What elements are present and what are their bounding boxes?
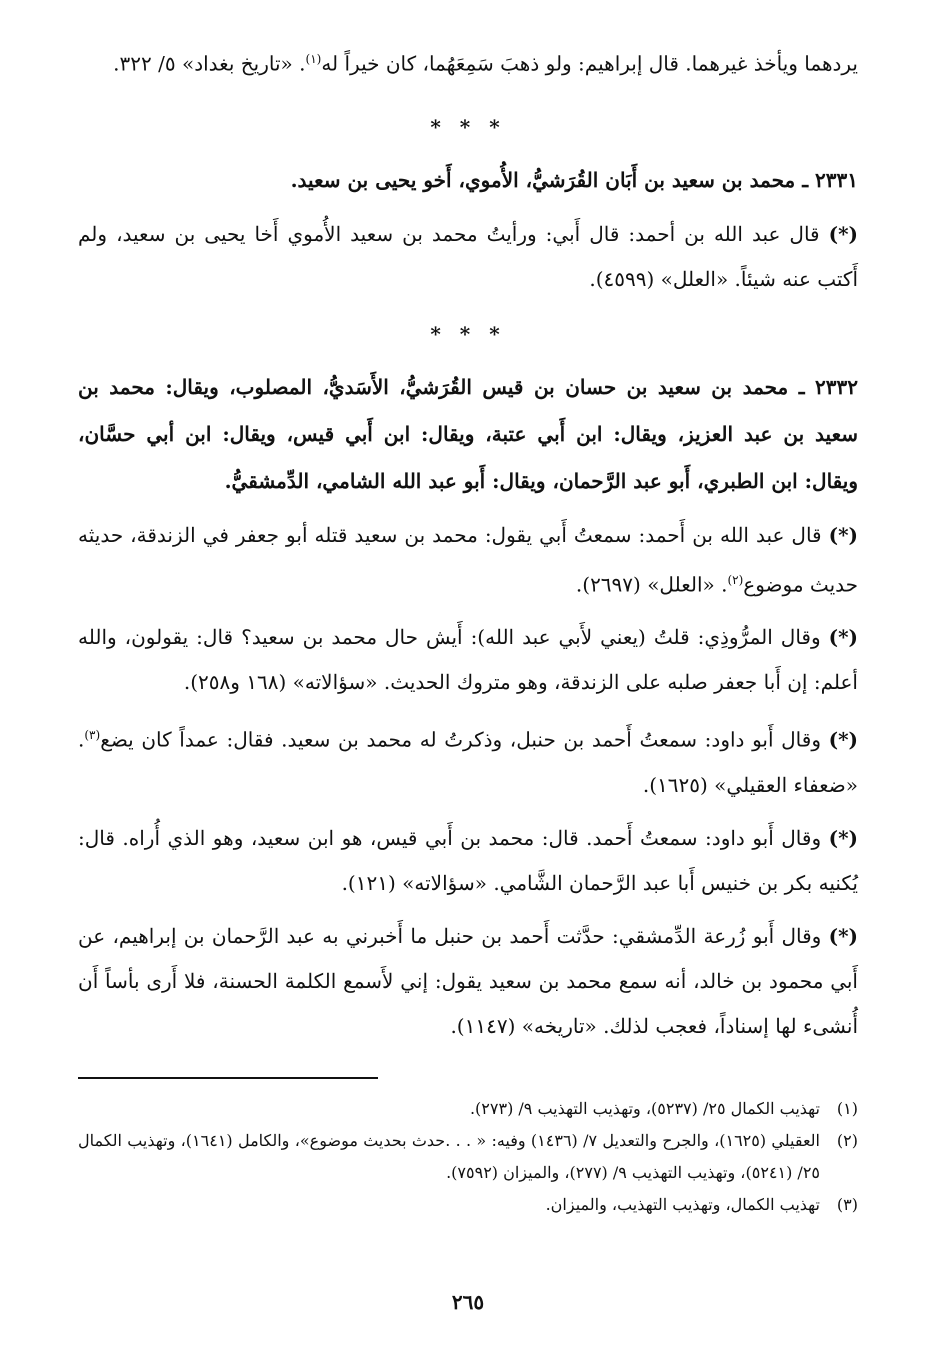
entry-paragraph (78, 212, 858, 302)
footnote-number: (٣) (836, 1194, 858, 1214)
paragraph-text: وقال أَبو داود: سمعتُ أَحمد. قال: محمد بن أَبي قيس، هو ابن سعيد، وهو الذي أُراه. قال: يُكنيه بكر بن خنيس أَبا عبد الرَّحمان الشَّامي. «سؤالاته» (١٢١). (78, 825, 858, 895)
paragraph-text: وقال المرُّوذِي: قلتُ (يعني لأَبي عبد الله): أَيش حال محمد بن سعيد؟ قال: يقولون، والله أعلم: إن أَبا جعفر صلبه على الزندقة، وهو متروك الحديث. «سؤالاته» (١٦٨ و٢٥٨). (78, 625, 858, 695)
entry-2332 (78, 364, 858, 1049)
footnote-ref[interactable]: (٢) (727, 572, 744, 587)
asterisk-marker: (*) (828, 221, 859, 246)
footnote-number: (٢) (836, 1130, 858, 1150)
footnote-text: تهذيب الكمال ٢٥/ (٥٢٣٧)، وتهذيب التهذيب ٩/ (٢٧٣). (469, 1098, 820, 1118)
page-number: ٢٦٥ (451, 1290, 485, 1314)
paragraph-text: وقال أَبو زُرعة الدِّمشقي: حدَّثت أَحمد بن حنبل ما أَخبرني به عبد الرَّحمان بن إبراهيم، عن أَبي محمود بن خالد، أنه سمع محمد بن سعيد يقول: إني لأَسمع الكلمة الحسنة، فلا أَرى بأساً أَن أُنشىء لها إسناداً، فعجب لذلك. «تاريخه» (١١٤٧). (78, 923, 858, 1038)
footnote-item (78, 1189, 858, 1221)
footnotes (78, 1093, 858, 1221)
paragraph-text: قال عبد الله بن أحمد: قال أَبي: ورأيتُ محمد بن سعيد الأُموي أَخا يحيى بن سعيد، ولم أَكتب عنه شيئاً. «العلل» (٤٥٩٩). (78, 221, 858, 291)
page-body (78, 36, 858, 1221)
paragraph-text: وقال أَبو داود: سمعتُ أَحمد بن حنبل، وذكرتُ له محمد بن سعيد. فقال: عمداً كان يضع (100, 727, 829, 752)
footnote-item (78, 1093, 858, 1125)
paragraph-citation: . «العلل» (٢٦٩٧). (575, 572, 728, 597)
entry-paragraph (78, 713, 858, 808)
footnote-divider (78, 1077, 378, 1079)
continuation-text: يردهما ويأخذ غيرهما. قال إبراهيم: ولو ذهبَ سَمِعَهُما، كان خيراً له (321, 51, 858, 76)
entry-paragraph (78, 615, 858, 705)
asterisk-marker: (*) (828, 625, 858, 650)
entry-paragraph (78, 816, 858, 906)
entry-2331 (78, 157, 858, 302)
asterisk-marker: (*) (828, 522, 858, 547)
footnote-item (78, 1125, 858, 1189)
entry-heading: ٢٣٣٢ ـ محمد بن سعيد بن حسان بن قيس القُرَشيُّ، الأَسَديُّ، المصلوب، ويقال: محمد بن سعيد بن عبد العزيز، ويقال: ابن أَبي عتبة، ويقال: ابن أَبي قيس، ويقال: ابن أبي حسَّان، ويقال: ابن الطبري، أَبو عبد الرَّحمان، ويقال: أَبو عبد الله الشامي، الدِّمشقيُّ. (78, 374, 859, 493)
footnote-ref[interactable]: (١) (305, 52, 322, 66)
footnote-number: (١) (836, 1098, 858, 1118)
entry-paragraph (78, 513, 858, 608)
footnote-rule-wrap (78, 1057, 858, 1093)
paragraph-text: قال عبد الله بن أَحمد: سمعتُ أَبي يقول: محمد بن سعيد قتله أبو جعفر في الزندقة، حديثه حديث موضوع (78, 522, 858, 597)
footnote-text: العقيلي (١٦٢٥)، والجرح والتعديل ٧/ (١٤٣٦) وفيه: « . . .حدث بحديث موضوع»، والكامل (١٦٤١)، وتهذيب الكمال ٢٥/ (٥٢٤١)، وتهذيب التهذيب ٩/ (٢٧٧)، والميزان (٧٥٩٢). (78, 1130, 820, 1182)
separator: * * * (430, 114, 506, 139)
asterisk-marker: (*) (828, 825, 858, 850)
separator: * * * (430, 321, 506, 346)
footnote-text: تهذيب الكمال، وتهذيب التهذيب، والميزان. (545, 1194, 820, 1214)
entry-paragraph (78, 914, 858, 1049)
footnote-ref[interactable]: (٣) (84, 728, 101, 743)
paragraph-citation: . «ضعفاء العقيلي» (١٦٢٥). (78, 727, 858, 797)
entry-heading: ٢٣٣١ ـ محمد بن سعيد بن أَبَان القُرَشيُّ، الأُموي، أَخو يحيى بن سعيد. (290, 167, 858, 192)
asterisk-marker: (*) (828, 923, 858, 948)
asterisk-marker: (*) (828, 727, 858, 752)
continuation-citation: . «تاريخ بغداد» ٥/ ٣٢٢. (113, 51, 306, 76)
continuation-paragraph (78, 36, 858, 87)
